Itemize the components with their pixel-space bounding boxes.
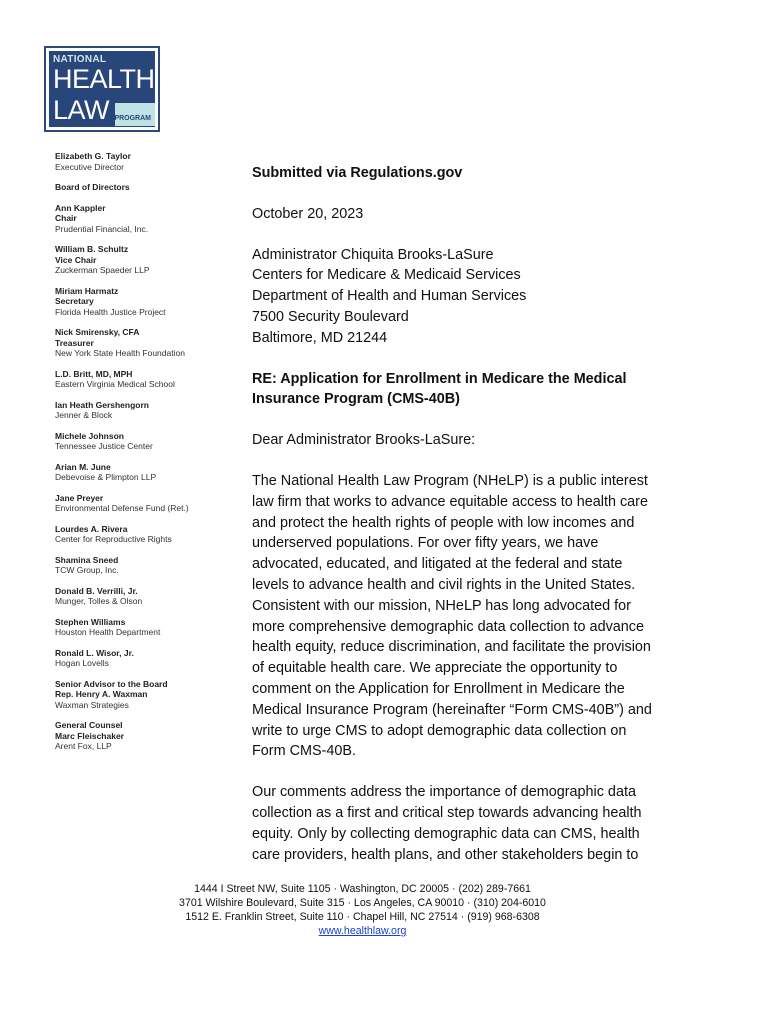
board-member: [55, 431, 225, 452]
board-sidebar: [55, 151, 225, 762]
member-org: Tennessee Justice Center: [55, 441, 153, 451]
logo-program-text: PROGRAM: [114, 115, 151, 122]
member-name: L.D. Britt, MD, MPH: [55, 368, 133, 379]
footer-address-line: 1444 I Street NW, Suite 1105 · Washington, DC 20005 · (202) 289-7661: [194, 883, 531, 895]
member-role: Treasurer: [55, 337, 94, 348]
general-counsel-org: Arent Fox, LLP: [55, 741, 112, 751]
member-name: Shamina Sneed: [55, 554, 119, 565]
member-name: Lourdes A. Rivera: [55, 523, 128, 534]
member-org: Eastern Virginia Medical School: [55, 379, 175, 389]
member-role: Vice Chair: [55, 254, 97, 265]
member-org: Munger, Tolles & Olson: [55, 596, 143, 606]
member-name: Arian M. June: [55, 461, 111, 472]
member-name: Nick Smirensky, CFA: [55, 327, 140, 337]
member-org: New York State Health Foundation: [55, 348, 185, 358]
footer-address-line: 3701 Wilshire Boulevard, Suite 315 · Los Angeles, CA 90010 · (310) 204-6010: [179, 897, 546, 909]
address-line: Baltimore, MD 21244: [252, 329, 388, 346]
footer-address-line: 1512 E. Franklin Street, Suite 110 · Chapel Hill, NC 27514 · (919) 968-6308: [185, 911, 540, 923]
salutation: Dear Administrator Brooks-LaSure:: [252, 432, 476, 449]
board-member: [55, 327, 225, 359]
logo-health-text: HEALTH: [53, 64, 155, 94]
board-member: [55, 369, 225, 390]
board-member: [55, 586, 225, 607]
member-org: Jenner & Block: [55, 410, 113, 420]
board-member: [55, 524, 225, 545]
member-name: Michele Johnson: [55, 430, 124, 441]
senior-advisor-title: Senior Advisor to the Board: [55, 678, 168, 689]
senior-advisor-org: Waxman Strategies: [55, 699, 129, 710]
letter-body: [252, 163, 652, 865]
website-link[interactable]: www.healthlaw.org: [318, 925, 407, 937]
member-org: Florida Health Justice Project: [55, 306, 166, 317]
board-heading: Board of Directors: [55, 182, 130, 192]
board-member: [55, 555, 225, 576]
member-org: Zuckerman Spaeder LLP: [55, 265, 150, 275]
board-member: [55, 462, 225, 483]
member-org: TCW Group, Inc.: [55, 565, 119, 575]
board-member: [55, 648, 225, 669]
organization-logo: [44, 46, 160, 132]
member-name: Miriam Harmatz: [55, 285, 119, 296]
letter-date: October 20, 2023: [252, 205, 364, 222]
member-name: Ronald L. Wisor, Jr.: [55, 647, 134, 658]
board-member: [55, 286, 225, 318]
member-org: Hogan Lovells: [55, 658, 109, 668]
body-paragraph: The National Health Law Program (NHeLP) is a public interest law firm that works to advance equitable access to health care and protect the health rights of people with low incomes and underserved populations. For over fifty years, we have advocated, educated, and litigated at the federal and state levels to advance health and civil rights in the United States. Consistent with our mission, NHeLP has long advocated for more comprehensive demographic data collection to advance health equity, reduce discrimination, and facilitate the provision of equitable health care. We appreciate the opportunity to comment on the Application for Enrollment in Medicare the Medical Insurance Program (hereinafter “Form CMS-40B”) and write to urge CMS to adopt demographic data collection on Form CMS-40B.: [252, 472, 652, 760]
director-title: Executive Director: [55, 161, 124, 172]
address-line: Department of Health and Human Services: [252, 288, 527, 305]
member-role: Chair: [55, 213, 77, 223]
address-line: 7500 Security Boulevard: [252, 308, 409, 325]
logo-national-text: NATIONAL: [53, 54, 107, 65]
member-org: Center for Reproductive Rights: [55, 534, 172, 544]
office-footer: [0, 882, 725, 938]
executive-director: [55, 151, 225, 172]
director-name: Elizabeth G. Taylor: [55, 151, 131, 161]
member-org: Prudential Financial, Inc.: [55, 223, 149, 234]
logo-background: [49, 51, 155, 127]
senior-advisor-name: Rep. Henry A. Waxman: [55, 689, 148, 699]
logo-law-text: LAW: [53, 95, 110, 125]
address-line: Centers for Medicare & Medicaid Services: [252, 267, 521, 284]
body-paragraph: Our comments address the importance of demographic data collection as a first and critical step towards advancing health equity. Only by collecting demographic data can CMS, health care providers, health plans, and other stakeholders begin to: [252, 784, 642, 863]
member-org: Debevoise & Plimpton LLP: [55, 472, 157, 482]
member-org: Houston Health Department: [55, 627, 161, 637]
member-name: Jane Preyer: [55, 492, 104, 503]
member-name: Donald B. Verrilli, Jr.: [55, 585, 138, 596]
member-org: Environmental Defense Fund (Ret.): [55, 503, 189, 513]
member-name: Ian Heath Gershengorn: [55, 399, 149, 410]
member-name: Stephen Williams: [55, 616, 126, 627]
address-line: Administrator Chiquita Brooks-LaSure: [252, 246, 494, 263]
recipient-address: [252, 245, 652, 349]
senior-advisor: [55, 679, 225, 711]
board-member: [55, 203, 225, 235]
board-member: [55, 400, 225, 421]
submission-note: Submitted via Regulations.gov: [252, 165, 463, 181]
member-name: Ann Kappler: [55, 202, 106, 213]
member-name: William B. Schultz: [55, 244, 129, 254]
board-member: [55, 244, 225, 276]
general-counsel-name: Marc Fleischaker: [55, 730, 124, 741]
member-role: Secretary: [55, 296, 94, 306]
board-member: [55, 617, 225, 638]
general-counsel-title: General Counsel: [55, 720, 123, 730]
general-counsel: [55, 720, 225, 752]
subject-line: RE: Application for Enrollment in Medicare the Medical Insurance Program (CMS-40B): [252, 370, 627, 408]
board-member: [55, 493, 225, 514]
